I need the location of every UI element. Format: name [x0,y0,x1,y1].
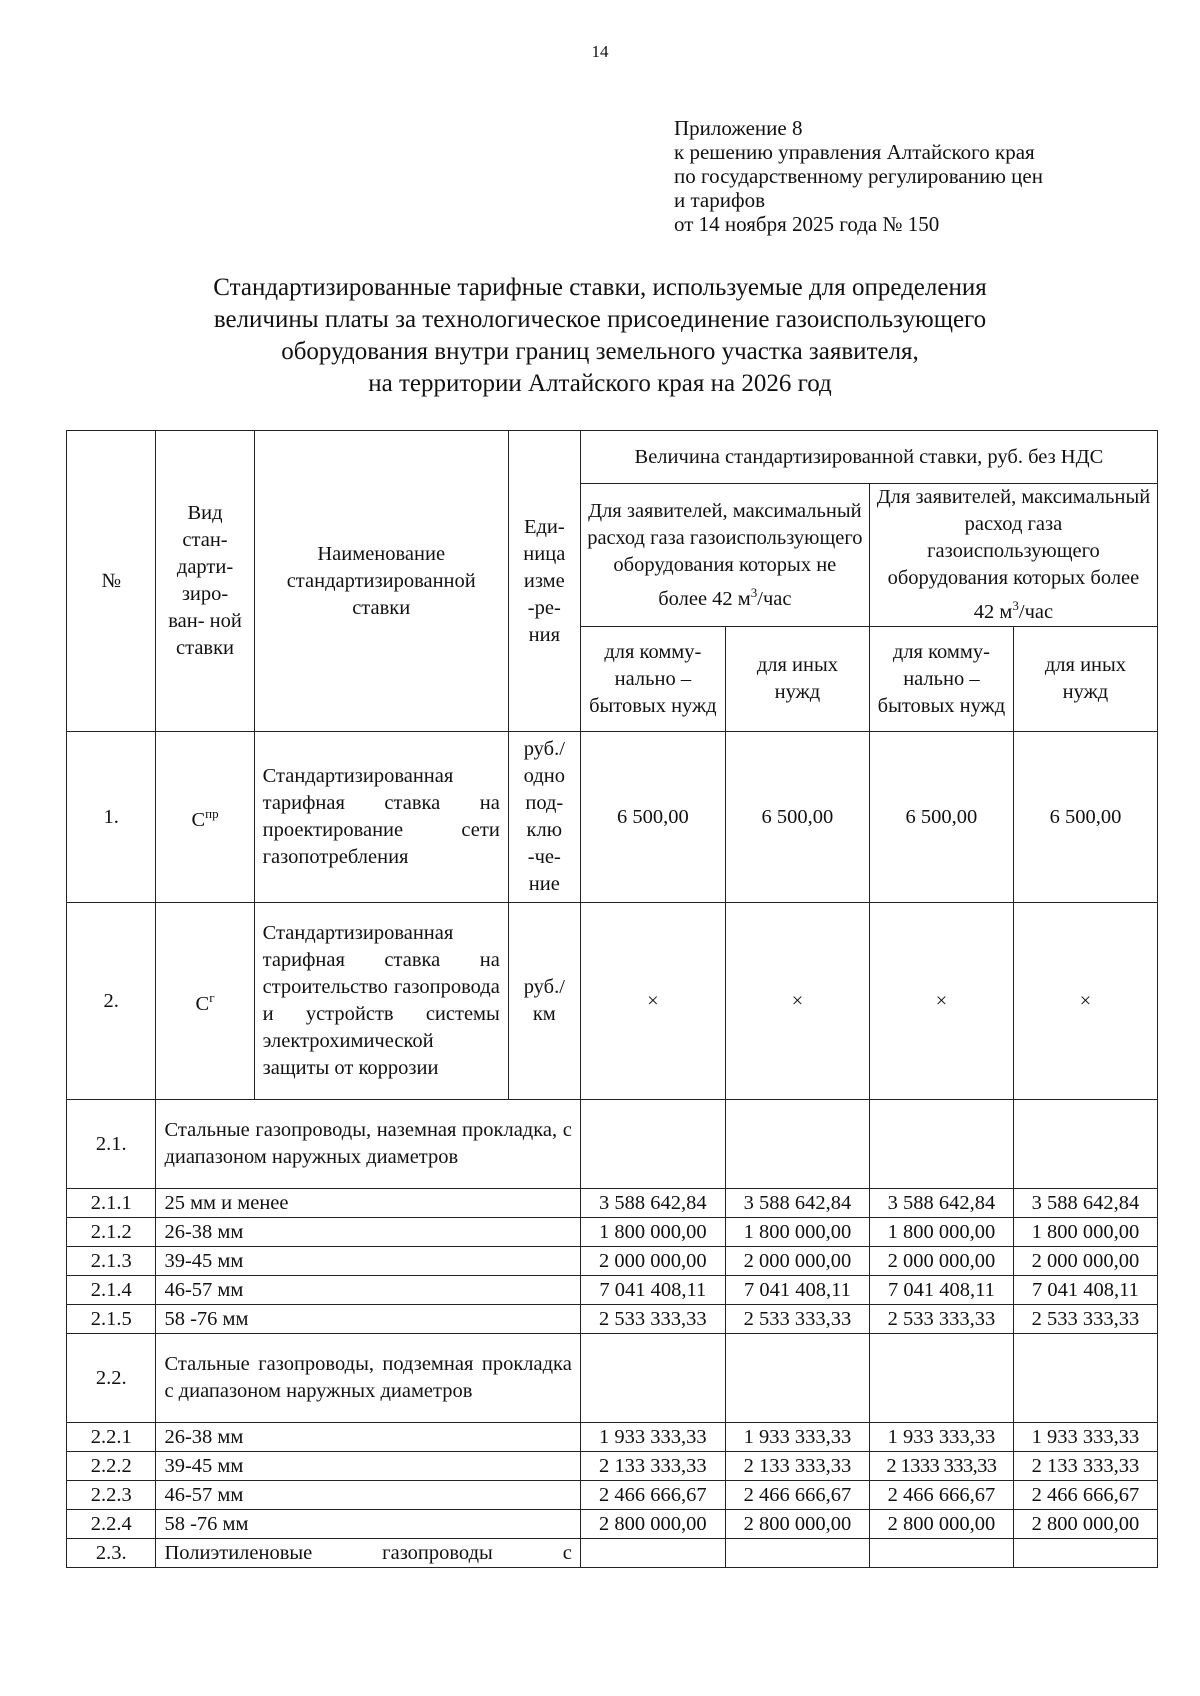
section-row [67,1539,1158,1568]
row-no: 2.2.3 [67,1481,156,1510]
appendix-line: по государственному регулированию цен [674,164,1043,188]
header-value-group: Величина стандартизированной ставки, руб. без НДС [580,431,1157,484]
row-value: 2 133 333,33 [580,1452,725,1481]
empty-cell [580,1100,725,1189]
row-no: 2.2.2 [67,1452,156,1481]
row-no: 2.1.5 [67,1305,156,1334]
row-name: 46-57 мм [156,1276,580,1305]
table-row [67,1305,1158,1334]
row-value: 2 533 333,33 [1013,1305,1157,1334]
row-value: 6 500,00 [869,732,1013,903]
type-superscript: г [209,990,215,1005]
header-group-b [869,484,1157,627]
row-value: 2 133 333,33 [725,1452,869,1481]
row-value: 2 000 000,00 [869,1247,1013,1276]
row-value: 2 800 000,00 [869,1510,1013,1539]
rates-table [66,430,1158,1568]
section-no: 2.1. [67,1100,156,1189]
group-a-unit: /час [757,587,792,610]
table-row [67,1218,1158,1247]
header-group-a [580,484,869,627]
row-value: 1 933 333,33 [580,1423,725,1452]
row-value: 2 800 000,00 [1013,1510,1157,1539]
appendix-line: и тарифов [674,188,766,212]
row-value: × [725,903,869,1100]
row-value: 2 800 000,00 [580,1510,725,1539]
header-other-a: для иных нужд [725,627,869,732]
row-value: × [1013,903,1157,1100]
row-value: × [869,903,1013,1100]
row-value: 1 933 333,33 [1013,1423,1157,1452]
row-value: 6 500,00 [725,732,869,903]
row-value: 1 933 333,33 [725,1423,869,1452]
appendix-line: к решению управления Алтайского края [674,140,1035,164]
row-name: 58 -76 мм [156,1510,580,1539]
row-value: 2 533 333,33 [580,1305,725,1334]
row-name: 39-45 мм [156,1247,580,1276]
table-row [67,732,1158,903]
row-value: 2 533 333,33 [869,1305,1013,1334]
section-row [67,1100,1158,1189]
row-unit: руб./ км [508,903,580,1100]
empty-cell [1013,1334,1157,1423]
row-name: 58 -76 мм [156,1305,580,1334]
row-value: 3 588 642,84 [1013,1189,1157,1218]
row-value: 1 800 000,00 [580,1218,725,1247]
type-symbol: С [191,809,206,831]
section-row [67,1334,1158,1423]
section-no: 2.2. [67,1334,156,1423]
appendix-line: от 14 ноября 2025 года № 150 [674,212,940,236]
header-row [67,431,1158,484]
row-name: Стандартизированная тарифная ставка на проектирование сети газопотребления [254,732,508,903]
row-name: 39-45 мм [156,1452,580,1481]
row-value: 3 588 642,84 [869,1189,1013,1218]
empty-cell [869,1539,1013,1568]
header-type: Вид стан- дарти- зиро- ван- ной ставки [156,431,254,732]
table-row [67,1276,1158,1305]
header-communal-a: для комму- нально – бытовых нужд [580,627,725,732]
header-unit: Еди- ница изме -ре- ния [508,431,580,732]
row-value: 6 500,00 [580,732,725,903]
group-a-text: Для заявителей, максимальный расход газа газоиспользующего оборудования которых не более 42 м [587,499,863,610]
empty-cell [725,1100,869,1189]
empty-cell [869,1100,1013,1189]
row-type [156,903,254,1100]
table-row [67,1423,1158,1452]
row-value: 2 466 666,67 [1013,1481,1157,1510]
group-b-superscript: 3 [1012,598,1019,613]
row-value: 3 588 642,84 [580,1189,725,1218]
empty-cell [580,1334,725,1423]
empty-cell [725,1334,869,1423]
empty-cell [1013,1539,1157,1568]
row-value: 2 000 000,00 [725,1247,869,1276]
row-no: 2.2.1 [67,1423,156,1452]
row-value: 2 1333 333,33 [869,1452,1013,1481]
row-type [156,732,254,903]
row-value: 7 041 408,11 [725,1276,869,1305]
empty-cell [725,1539,869,1568]
table-row [67,1189,1158,1218]
row-no: 1. [67,732,156,903]
row-name: 46-57 мм [156,1481,580,1510]
empty-cell [1013,1100,1157,1189]
section-no: 2.3. [67,1539,156,1568]
row-name: Стандартизированная тарифная ставка на строительство газопровода и устройств системы электрохимической защиты от коррозии [254,903,508,1100]
row-no: 2.2.4 [67,1510,156,1539]
title-line: Стандартизированные тарифные ставки, используемые для определения [213,274,987,301]
table-row [67,903,1158,1100]
table-row [67,1481,1158,1510]
row-name: 26-38 мм [156,1423,580,1452]
row-no: 2.1.1 [67,1189,156,1218]
page-number: 14 [591,42,609,61]
row-value: 2 466 666,67 [869,1481,1013,1510]
table-row [67,1510,1158,1539]
row-value: 2 133 333,33 [1013,1452,1157,1481]
group-a-superscript: 3 [750,584,758,600]
row-no: 2.1.2 [67,1218,156,1247]
title-line: оборудования внутри границ земельного участка заявителя, [281,338,919,365]
row-no: 2. [67,903,156,1100]
row-value: 1 800 000,00 [869,1218,1013,1247]
section-title: Стальные газопроводы, подземная прокладка с диапазоном наружных диаметров [156,1334,580,1423]
type-superscript: пр [205,806,219,821]
row-value: 2 466 666,67 [580,1481,725,1510]
row-name: 26-38 мм [156,1218,580,1247]
row-value: 2 466 666,67 [725,1481,869,1510]
type-symbol: С [195,993,210,1015]
row-unit: руб./ одно под- клю -че- ние [508,732,580,903]
table-row [67,1452,1158,1481]
table-row [67,1247,1158,1276]
document-title [100,272,1100,400]
appendix-line: Приложение 8 [674,116,803,140]
row-value: 2 533 333,33 [725,1305,869,1334]
row-value: 1 800 000,00 [1013,1218,1157,1247]
row-value: 7 041 408,11 [580,1276,725,1305]
row-value: 1 800 000,00 [725,1218,869,1247]
row-value: 7 041 408,11 [1013,1276,1157,1305]
row-value: × [580,903,725,1100]
row-value: 3 588 642,84 [725,1189,869,1218]
row-no: 2.1.3 [67,1247,156,1276]
row-value: 7 041 408,11 [869,1276,1013,1305]
row-value: 1 933 333,33 [869,1423,1013,1452]
section-title: Полиэтиленовые газопроводы с [156,1539,580,1568]
empty-cell [580,1539,725,1568]
header-other-b: для иных нужд [1013,627,1157,732]
header-communal-b: для комму- нально – бытовых нужд [869,627,1013,732]
row-value: 6 500,00 [1013,732,1157,903]
row-name: 25 мм и менее [156,1189,580,1218]
title-line: величины платы за технологическое присоединение газоиспользующего [213,306,987,333]
group-b-unit: /час [1018,601,1054,623]
row-value: 2 000 000,00 [580,1247,725,1276]
header-name: Наименование стандартизированной ставки [254,431,508,732]
group-b-text: Для заявителей, максимальный расход газа газоиспользующего оборудования которых более 42 м [876,486,1151,623]
row-value: 2 000 000,00 [1013,1247,1157,1276]
appendix-block [674,116,1043,236]
row-value: 2 800 000,00 [725,1510,869,1539]
title-line: на территории Алтайского края на 2026 год [368,370,832,397]
row-no: 2.1.4 [67,1276,156,1305]
header-no: № [67,431,156,732]
empty-cell [869,1334,1013,1423]
section-title: Стальные газопроводы, наземная прокладка, с диапазоном наружных диаметров [156,1100,580,1189]
